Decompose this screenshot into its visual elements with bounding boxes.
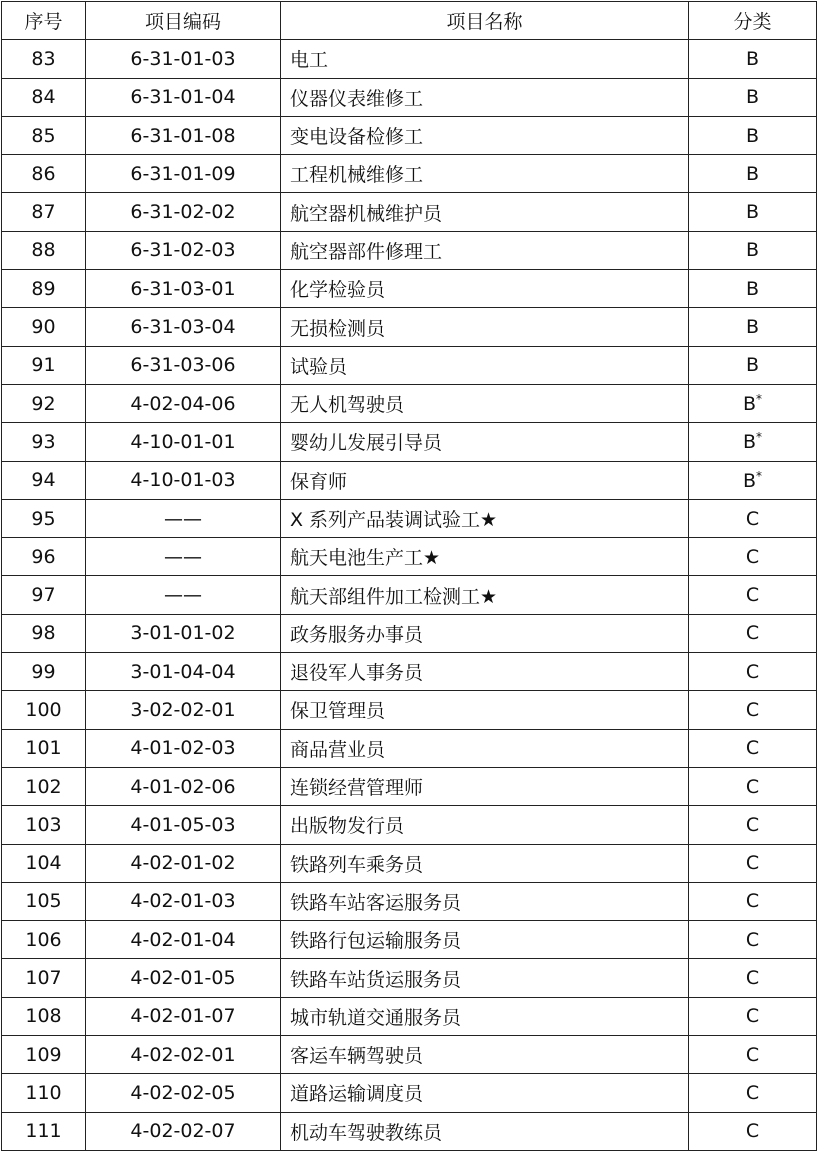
table-row bbox=[2, 614, 817, 652]
header-row bbox=[2, 2, 817, 40]
row-category bbox=[689, 384, 817, 422]
row-code: —— bbox=[86, 538, 281, 576]
row-seq: 83 bbox=[2, 40, 86, 78]
row-seq: 96 bbox=[2, 538, 86, 576]
row-category bbox=[689, 767, 817, 805]
row-code: 6-31-01-03 bbox=[86, 40, 281, 78]
category-value: B bbox=[745, 316, 760, 339]
category-value: C bbox=[745, 1120, 760, 1143]
row-category bbox=[689, 806, 817, 844]
table-body bbox=[2, 40, 817, 1151]
row-name: X 系列产品装调试验工★ bbox=[281, 499, 689, 537]
category-value: B bbox=[745, 47, 760, 70]
row-seq: 97 bbox=[2, 576, 86, 614]
row-code: 6-31-02-03 bbox=[86, 231, 281, 269]
table-row bbox=[2, 691, 817, 729]
table-row bbox=[2, 1036, 817, 1074]
category-value: C bbox=[745, 507, 760, 530]
row-category bbox=[689, 538, 817, 576]
table-row bbox=[2, 461, 817, 499]
table-row bbox=[2, 538, 817, 576]
category-value: C bbox=[745, 660, 760, 683]
row-name: 铁路车站货运服务员 bbox=[281, 959, 689, 997]
category-value: C bbox=[745, 852, 760, 875]
row-code: 6-31-03-06 bbox=[86, 346, 281, 384]
row-name: 试验员 bbox=[281, 346, 689, 384]
category-value: B bbox=[742, 469, 757, 492]
row-code: 4-01-05-03 bbox=[86, 806, 281, 844]
category-mark: * bbox=[756, 430, 763, 445]
category-value: C bbox=[745, 545, 760, 568]
row-seq: 84 bbox=[2, 78, 86, 116]
row-code: 4-02-02-05 bbox=[86, 1074, 281, 1112]
table-row bbox=[2, 346, 817, 384]
row-category bbox=[689, 461, 817, 499]
category-value: B bbox=[742, 393, 757, 416]
row-name: 道路运输调度员 bbox=[281, 1074, 689, 1112]
row-code: —— bbox=[86, 576, 281, 614]
row-category bbox=[689, 729, 817, 767]
row-category bbox=[689, 78, 817, 116]
occupation-table bbox=[1, 1, 817, 1151]
category-value: C bbox=[745, 928, 760, 951]
row-category bbox=[689, 959, 817, 997]
row-name: 政务服务办事员 bbox=[281, 614, 689, 652]
table-row bbox=[2, 308, 817, 346]
row-seq: 105 bbox=[2, 882, 86, 920]
row-code: 4-10-01-03 bbox=[86, 461, 281, 499]
header-name: 项目名称 bbox=[281, 2, 689, 40]
header-category: 分类 bbox=[689, 2, 817, 40]
row-name: 航天电池生产工★ bbox=[281, 538, 689, 576]
row-name: 航天部组件加工检测工★ bbox=[281, 576, 689, 614]
row-seq: 104 bbox=[2, 844, 86, 882]
row-category bbox=[689, 308, 817, 346]
table-row bbox=[2, 231, 817, 269]
row-seq: 91 bbox=[2, 346, 86, 384]
row-seq: 108 bbox=[2, 997, 86, 1035]
table-row bbox=[2, 882, 817, 920]
row-category bbox=[689, 997, 817, 1035]
row-category bbox=[689, 231, 817, 269]
row-code: 6-31-03-04 bbox=[86, 308, 281, 346]
row-category bbox=[689, 40, 817, 78]
category-value: C bbox=[745, 775, 760, 798]
row-code: 4-02-02-01 bbox=[86, 1036, 281, 1074]
row-name: 出版物发行员 bbox=[281, 806, 689, 844]
row-code: 4-02-04-06 bbox=[86, 384, 281, 422]
row-category bbox=[689, 270, 817, 308]
row-name: 航空器部件修理工 bbox=[281, 231, 689, 269]
row-seq: 110 bbox=[2, 1074, 86, 1112]
row-category bbox=[689, 1074, 817, 1112]
row-code: 6-31-01-04 bbox=[86, 78, 281, 116]
row-code: 6-31-03-01 bbox=[86, 270, 281, 308]
category-value: B bbox=[745, 201, 760, 224]
row-name: 仪器仪表维修工 bbox=[281, 78, 689, 116]
table-row bbox=[2, 653, 817, 691]
row-seq: 99 bbox=[2, 653, 86, 691]
table-row bbox=[2, 959, 817, 997]
row-name: 连锁经营管理师 bbox=[281, 767, 689, 805]
row-code: 4-02-02-07 bbox=[86, 1112, 281, 1150]
row-name: 客运车辆驾驶员 bbox=[281, 1036, 689, 1074]
row-code: 4-02-01-03 bbox=[86, 882, 281, 920]
category-mark: * bbox=[756, 392, 763, 407]
table-row bbox=[2, 1112, 817, 1150]
row-seq: 109 bbox=[2, 1036, 86, 1074]
row-code: 4-02-01-07 bbox=[86, 997, 281, 1035]
row-code: 4-02-01-02 bbox=[86, 844, 281, 882]
row-category bbox=[689, 499, 817, 537]
row-category bbox=[689, 576, 817, 614]
row-code: 6-31-01-08 bbox=[86, 116, 281, 154]
row-name: 退役军人事务员 bbox=[281, 653, 689, 691]
table-row bbox=[2, 116, 817, 154]
row-seq: 101 bbox=[2, 729, 86, 767]
category-value: C bbox=[745, 1081, 760, 1104]
row-name: 无人机驾驶员 bbox=[281, 384, 689, 422]
table-row bbox=[2, 767, 817, 805]
category-value: B bbox=[745, 162, 760, 185]
row-seq: 107 bbox=[2, 959, 86, 997]
row-seq: 103 bbox=[2, 806, 86, 844]
table-row bbox=[2, 844, 817, 882]
category-value: B bbox=[745, 124, 760, 147]
row-category bbox=[689, 882, 817, 920]
row-seq: 90 bbox=[2, 308, 86, 346]
row-seq: 87 bbox=[2, 193, 86, 231]
row-name: 电工 bbox=[281, 40, 689, 78]
row-name: 变电设备检修工 bbox=[281, 116, 689, 154]
category-value: C bbox=[745, 1005, 760, 1028]
row-code: 4-10-01-01 bbox=[86, 423, 281, 461]
row-category bbox=[689, 116, 817, 154]
category-value: B bbox=[742, 431, 757, 454]
row-name: 机动车驾驶教练员 bbox=[281, 1112, 689, 1150]
row-name: 城市轨道交通服务员 bbox=[281, 997, 689, 1035]
table-row bbox=[2, 576, 817, 614]
table-row bbox=[2, 423, 817, 461]
category-value: C bbox=[745, 890, 760, 913]
row-name: 保育师 bbox=[281, 461, 689, 499]
row-seq: 100 bbox=[2, 691, 86, 729]
table-row bbox=[2, 806, 817, 844]
row-name: 商品营业员 bbox=[281, 729, 689, 767]
row-category bbox=[689, 921, 817, 959]
row-code: 3-01-04-04 bbox=[86, 653, 281, 691]
category-value: C bbox=[745, 622, 760, 645]
table-row bbox=[2, 921, 817, 959]
table-row bbox=[2, 997, 817, 1035]
row-seq: 106 bbox=[2, 921, 86, 959]
row-code: 6-31-02-02 bbox=[86, 193, 281, 231]
category-value: C bbox=[745, 584, 760, 607]
header-seq: 序号 bbox=[2, 2, 86, 40]
row-category bbox=[689, 193, 817, 231]
row-seq: 95 bbox=[2, 499, 86, 537]
table-row bbox=[2, 78, 817, 116]
row-code: 4-01-02-03 bbox=[86, 729, 281, 767]
row-seq: 94 bbox=[2, 461, 86, 499]
row-seq: 93 bbox=[2, 423, 86, 461]
row-category bbox=[689, 155, 817, 193]
table-row bbox=[2, 155, 817, 193]
table-row bbox=[2, 499, 817, 537]
category-value: B bbox=[745, 86, 760, 109]
row-seq: 88 bbox=[2, 231, 86, 269]
row-name: 铁路行包运输服务员 bbox=[281, 921, 689, 959]
category-value: C bbox=[745, 1043, 760, 1066]
row-name: 工程机械维修工 bbox=[281, 155, 689, 193]
row-name: 婴幼儿发展引导员 bbox=[281, 423, 689, 461]
category-value: B bbox=[745, 354, 760, 377]
row-code: 4-02-01-04 bbox=[86, 921, 281, 959]
row-code: 6-31-01-09 bbox=[86, 155, 281, 193]
row-name: 保卫管理员 bbox=[281, 691, 689, 729]
category-value: B bbox=[745, 277, 760, 300]
row-seq: 86 bbox=[2, 155, 86, 193]
table-header bbox=[2, 2, 817, 40]
row-category bbox=[689, 423, 817, 461]
header-code: 项目编码 bbox=[86, 2, 281, 40]
row-seq: 85 bbox=[2, 116, 86, 154]
row-seq: 98 bbox=[2, 614, 86, 652]
row-code: —— bbox=[86, 499, 281, 537]
row-name: 铁路车站客运服务员 bbox=[281, 882, 689, 920]
row-category bbox=[689, 346, 817, 384]
row-name: 化学检验员 bbox=[281, 270, 689, 308]
row-code: 3-02-02-01 bbox=[86, 691, 281, 729]
row-category bbox=[689, 844, 817, 882]
row-seq: 111 bbox=[2, 1112, 86, 1150]
row-seq: 92 bbox=[2, 384, 86, 422]
category-value: B bbox=[745, 239, 760, 262]
row-category bbox=[689, 1112, 817, 1150]
category-value: C bbox=[745, 813, 760, 836]
row-category bbox=[689, 1036, 817, 1074]
table-row bbox=[2, 384, 817, 422]
row-category bbox=[689, 614, 817, 652]
row-name: 无损检测员 bbox=[281, 308, 689, 346]
category-value: C bbox=[745, 698, 760, 721]
row-name: 航空器机械维护员 bbox=[281, 193, 689, 231]
row-category bbox=[689, 653, 817, 691]
row-code: 4-01-02-06 bbox=[86, 767, 281, 805]
table-row bbox=[2, 270, 817, 308]
row-code: 3-01-01-02 bbox=[86, 614, 281, 652]
category-value: C bbox=[745, 967, 760, 990]
table-row bbox=[2, 1074, 817, 1112]
table-row bbox=[2, 729, 817, 767]
row-seq: 89 bbox=[2, 270, 86, 308]
row-seq: 102 bbox=[2, 767, 86, 805]
row-category bbox=[689, 691, 817, 729]
table-row bbox=[2, 40, 817, 78]
table-row bbox=[2, 193, 817, 231]
category-mark: * bbox=[756, 468, 763, 483]
row-code: 4-02-01-05 bbox=[86, 959, 281, 997]
category-value: C bbox=[745, 737, 760, 760]
row-name: 铁路列车乘务员 bbox=[281, 844, 689, 882]
